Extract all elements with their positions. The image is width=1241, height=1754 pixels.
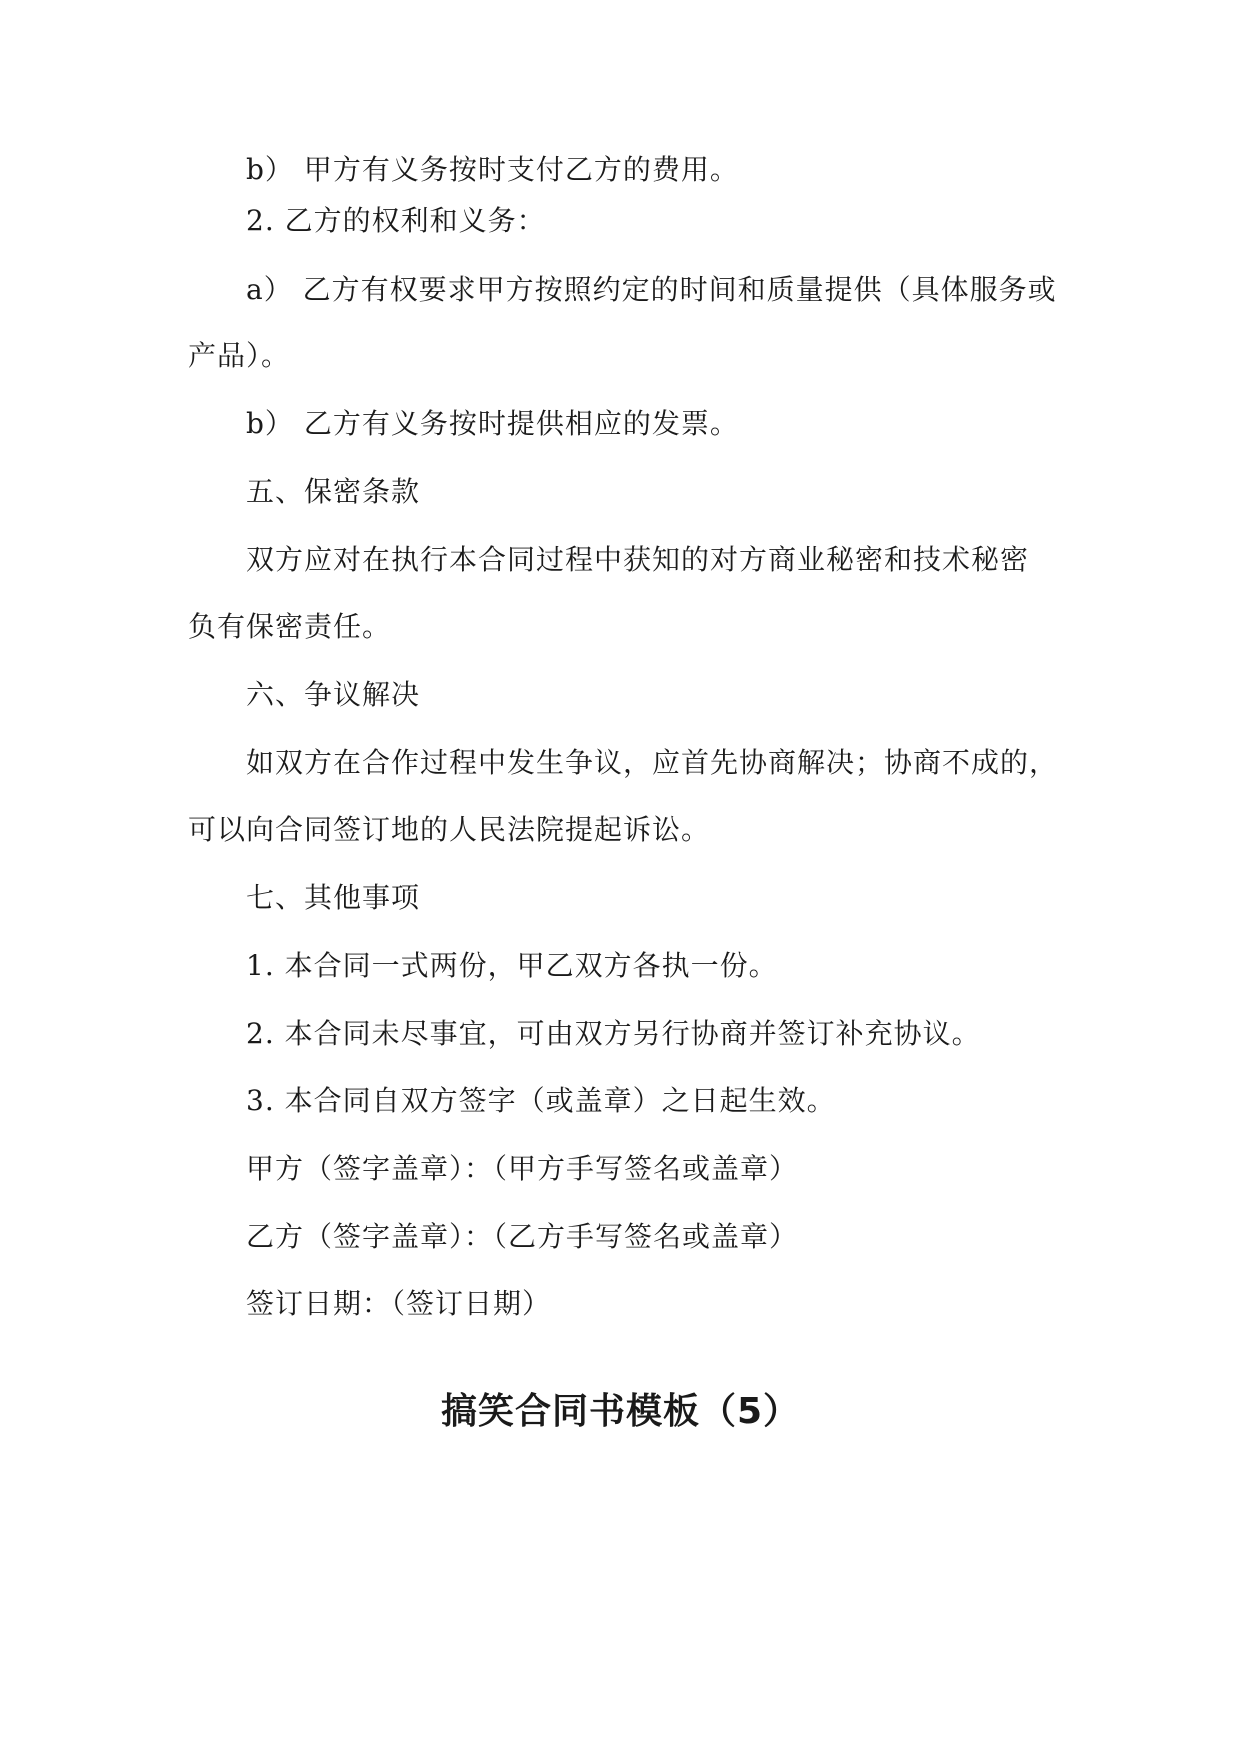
clause-a-continuation: 产品）。	[188, 339, 291, 372]
clause-b-party-b-invoice: b） 乙方有义务按时提供相应的发票。	[246, 407, 739, 440]
party-a-signature-line: 甲方（签字盖章）：（甲方手写签名或盖章）	[246, 1152, 799, 1185]
clause-a-party-b-rights: a） 乙方有权要求甲方按照约定的时间和质量提供（具体服务或	[246, 273, 1057, 306]
section-heading-confidentiality: 五、保密条款	[246, 475, 421, 508]
heading-party-b-rights: 2. 乙方的权利和义务：	[246, 204, 546, 237]
confidentiality-text: 双方应对在执行本合同过程中获知的对方商业秘密和技术秘密	[246, 543, 1030, 576]
other-item-1: 1. 本合同一式两份，甲乙双方各执一份。	[246, 949, 778, 982]
signing-date-line: 签订日期：（签订日期）	[246, 1287, 552, 1320]
other-item-2: 2. 本合同未尽事宜，可由双方另行协商并签订补充协议。	[246, 1017, 981, 1050]
dispute-text: 如双方在合作过程中发生争议，应首先协商解决；协商不成的，	[246, 746, 1059, 779]
dispute-continuation: 可以向合同签订地的人民法院提起诉讼。	[188, 813, 711, 846]
section-heading-dispute: 六、争议解决	[246, 678, 421, 711]
other-item-3: 3. 本合同自双方签字（或盖章）之日起生效。	[246, 1084, 836, 1117]
clause-b-party-a-payment: b） 甲方有义务按时支付乙方的费用。	[246, 153, 739, 186]
next-document-title: 搞笑合同书模板（5）	[440, 1391, 801, 1432]
party-b-signature-line: 乙方（签字盖章）：（乙方手写签名或盖章）	[246, 1220, 799, 1253]
confidentiality-continuation: 负有保密责任。	[188, 610, 392, 643]
section-heading-other: 七、其他事项	[246, 881, 421, 914]
